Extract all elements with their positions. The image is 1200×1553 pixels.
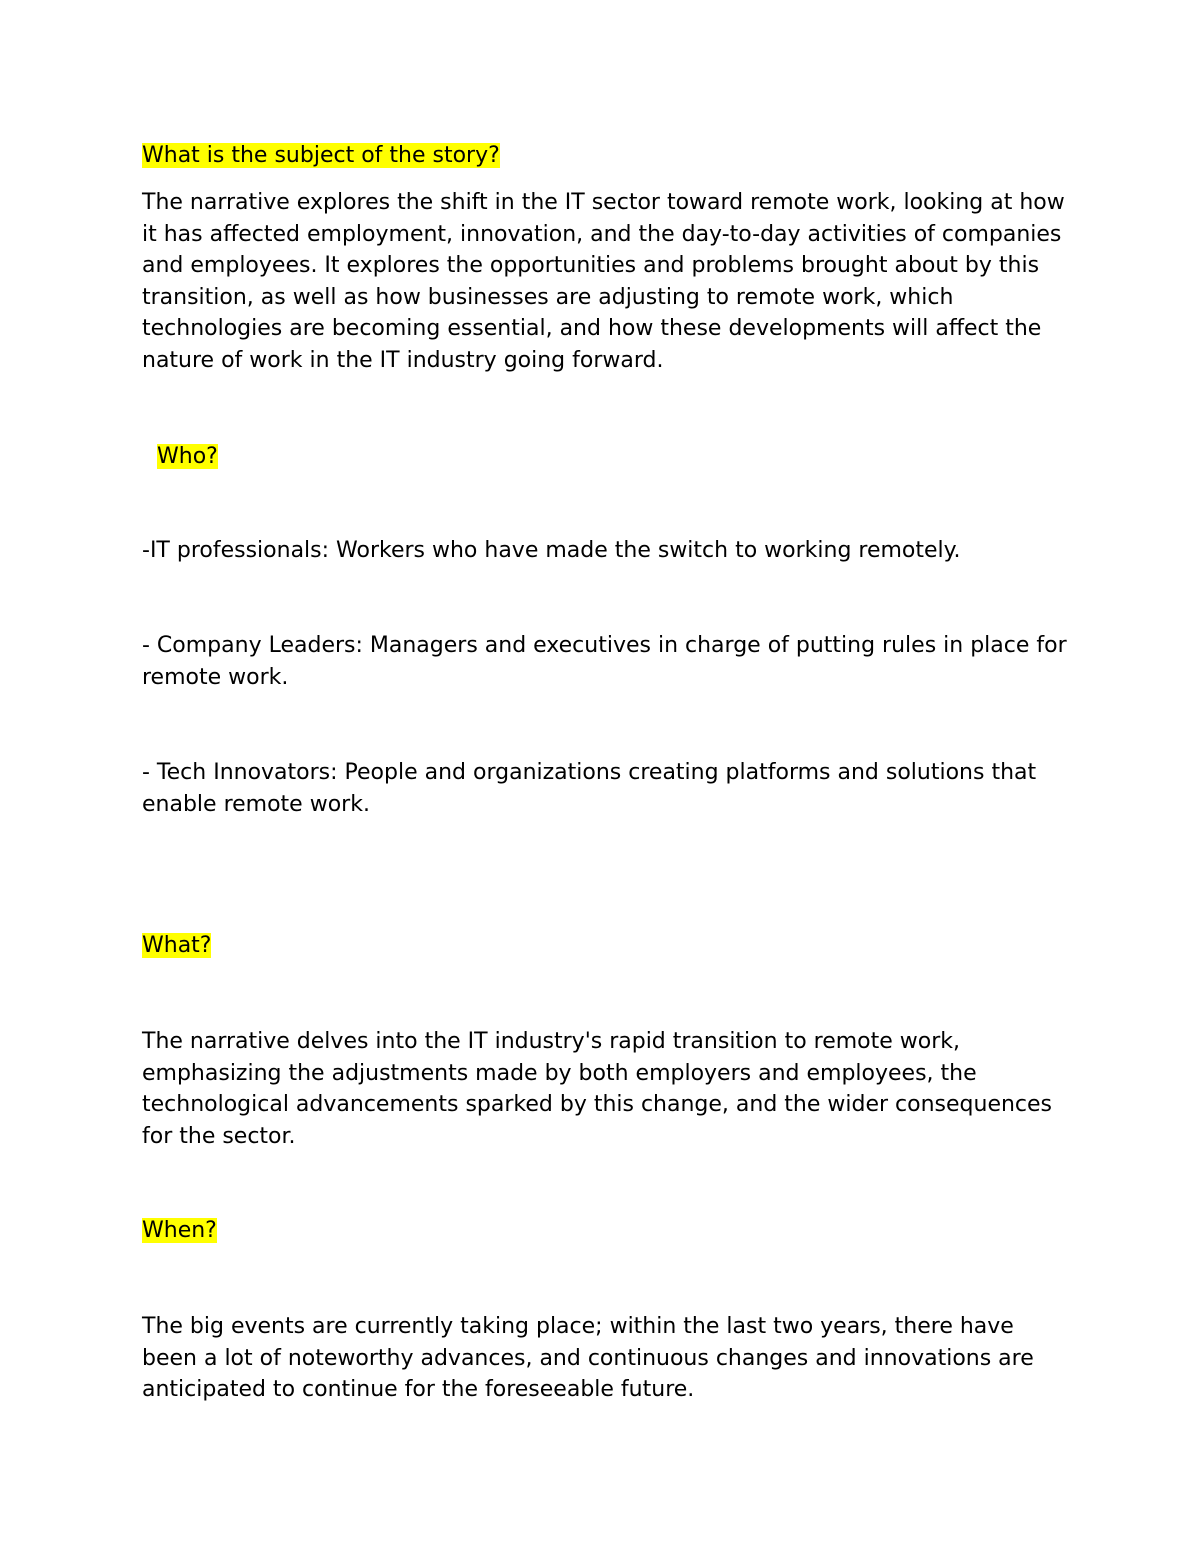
who-item-tech-innovators: - Tech Innovators: People and organizations creating platforms and solutions that enable remote work. — [142, 760, 1037, 817]
what-heading — [142, 930, 1072, 962]
subject-heading-text: What is the subject of the story? — [142, 143, 500, 168]
who-item-it-professionals: -IT professionals: Workers who have made the switch to working remotely. — [142, 538, 961, 563]
subject-heading — [142, 140, 1072, 172]
who-item-company-leaders: - Company Leaders: Managers and executives in charge of putting rules in place for remote work. — [142, 633, 1067, 690]
when-heading — [142, 1215, 1072, 1247]
subject-body: The narrative explores the shift in the IT sector toward remote work, looking at how it has affected employment, innovation, and the day-to-day activities of companies and employees. It explores the opportunities and problems brought about by this transition, as well as how businesses are adjusting to remote work, which technologies are becoming essential, and how these developments will affect the nature of work in the IT industry going forward. — [142, 190, 1065, 373]
who-heading-text: Who? — [157, 444, 218, 469]
when-heading-text: When? — [142, 1218, 217, 1243]
what-body: The narrative delves into the IT industry's rapid transition to remote work, emphasizing the adjustments made by both employers and employees, the technological advancements sparked by this change, and the wider consequences for the sector. — [142, 1029, 1053, 1149]
who-heading — [157, 441, 1087, 473]
when-body: The big events are currently taking place; within the last two years, there have been a lot of noteworthy advances, and continuous changes and innovations are anticipated to continue for the foreseeable future. — [142, 1314, 1034, 1403]
what-heading-text: What? — [142, 933, 212, 958]
